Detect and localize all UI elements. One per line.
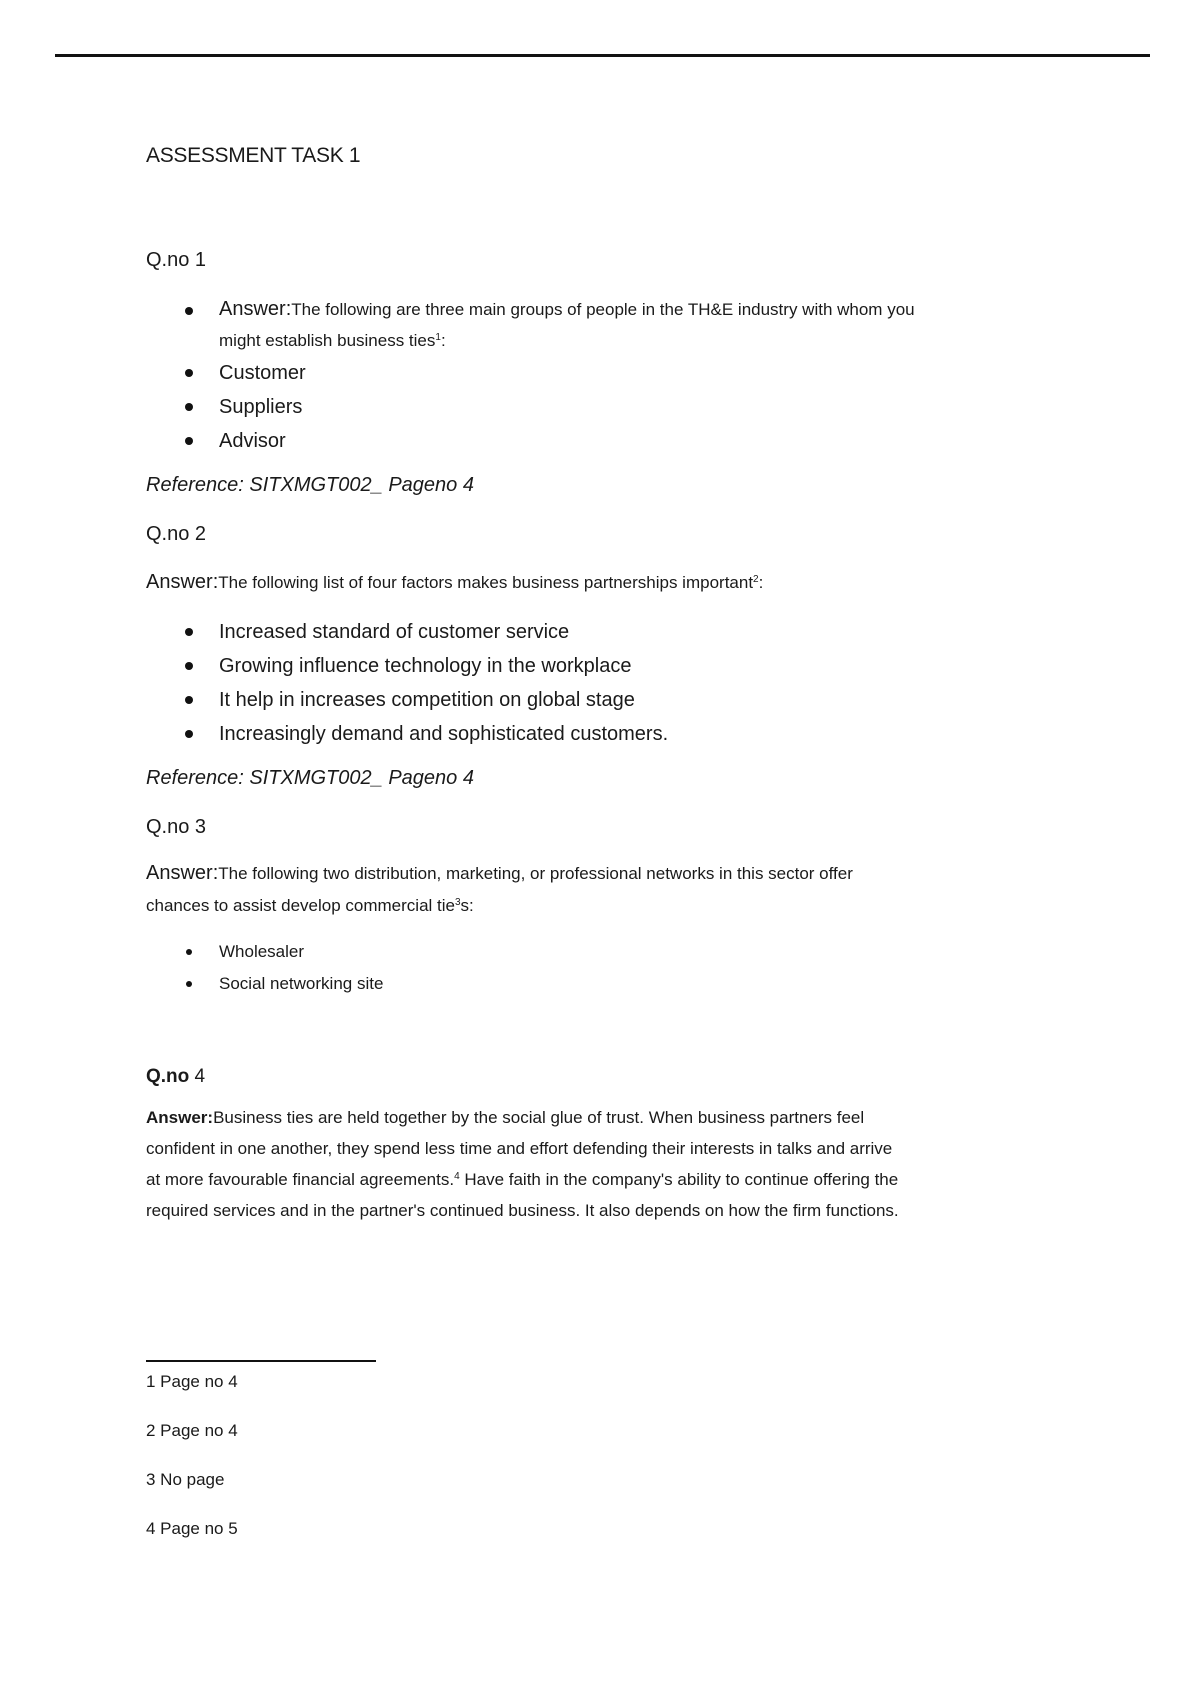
bullet-icon (185, 437, 193, 445)
footnote: 2 Page no 4 (146, 1421, 238, 1440)
list-item (146, 717, 1086, 751)
q4-line-2: confident in one another, they spend less time and effort defending their interests in talks and arrive (146, 1139, 893, 1158)
bullet-icon (185, 403, 193, 411)
list-item (146, 390, 1086, 424)
footnote: 1 Page no 4 (146, 1372, 238, 1391)
list-item-text: Suppliers (219, 396, 303, 418)
footnote: 4 Page no 5 (146, 1519, 238, 1538)
footnote-ref: 2 (753, 574, 759, 585)
answer-label: Answer: (146, 862, 219, 884)
q1-list (146, 294, 1086, 458)
list-item-text: Increasingly demand and sophisticated customers. (219, 723, 669, 745)
q2-answer-text: The following list of four factors makes business partnerships important (218, 573, 754, 592)
list-item-text: Social networking site (219, 974, 384, 993)
q1-answer-item (146, 294, 1086, 356)
q2-heading: Q.no 2 (146, 523, 207, 545)
q4-answer (146, 1102, 1086, 1226)
q1-reference: Reference: SITXMGT002_ Pageno 4 (146, 474, 474, 496)
q3-answer-text-cont: chances to assist develop commercial tie (146, 896, 455, 915)
list-item-text: Advisor (219, 430, 286, 452)
list-item (146, 356, 1086, 390)
q2-answer (146, 566, 1086, 599)
header-rule (55, 54, 1150, 57)
list-item-text: It help in increases competition on global stage (219, 689, 635, 711)
q1-answer-tail: : (440, 331, 446, 350)
list-item (146, 683, 1086, 717)
bullet-icon (185, 696, 193, 704)
list-item-text: Customer (219, 362, 306, 384)
q2-reference: Reference: SITXMGT002_ Pageno 4 (146, 767, 474, 789)
q3-answer-tail: s: (460, 896, 474, 915)
q4-line-3: at more favourable financial agreements. (146, 1170, 455, 1189)
answer-label: Answer: (219, 298, 292, 320)
q4-line-4: required services and in the partner's continued business. It also depends on how the firm functions. (146, 1201, 899, 1220)
list-item (146, 936, 1086, 968)
q1-heading: Q.no 1 (146, 249, 207, 271)
list-item-text: Increased standard of customer service (219, 621, 570, 643)
answer-label: Answer: (146, 1108, 214, 1127)
bullet-icon (185, 307, 193, 315)
q4-line-3-tail: Have faith in the company's ability to continue offering the (459, 1170, 899, 1189)
document-title: ASSESSMENT TASK 1 (146, 144, 361, 167)
bullet-icon (186, 981, 192, 987)
q2-answer-tail: : (758, 573, 764, 592)
footnote-ref: 3 (454, 897, 461, 908)
q3-list (146, 936, 1086, 1000)
list-item-text: Wholesaler (219, 942, 305, 961)
q2-list (146, 615, 1086, 751)
list-item (146, 424, 1086, 458)
bullet-icon (186, 949, 192, 955)
document-body (146, 144, 1086, 1226)
q3-answer (146, 857, 1086, 922)
q4-heading (146, 1066, 1086, 1088)
footnote: 3 No page (146, 1470, 225, 1489)
bullet-icon (185, 662, 193, 670)
footnote-ref: 4 (454, 1171, 460, 1182)
q4-heading-label: Q.no (146, 1066, 190, 1087)
q3-answer-text: The following two distribution, marketing, or professional networks in this sector offer (218, 864, 853, 883)
q4-line-1: Business ties are held together by the social glue of trust. When business partners feel (213, 1108, 865, 1127)
bullet-icon (185, 730, 193, 738)
footnote-ref: 1 (435, 332, 441, 343)
answer-label: Answer: (146, 571, 219, 593)
footnote-separator (146, 1360, 376, 1362)
q1-answer-text: The following are three main groups of people in the TH&E industry with whom you (291, 300, 915, 319)
list-item-text: Growing influence technology in the workplace (219, 655, 632, 677)
q3-heading: Q.no 3 (146, 816, 207, 838)
list-item (146, 968, 1086, 1000)
q4-heading-number: 4 (189, 1066, 206, 1087)
q1-answer-text-cont: might establish business ties (219, 331, 436, 350)
list-item (146, 649, 1086, 683)
bullet-icon (185, 628, 193, 636)
bullet-icon (185, 369, 193, 377)
list-item (146, 615, 1086, 649)
footnotes (146, 1366, 746, 1562)
